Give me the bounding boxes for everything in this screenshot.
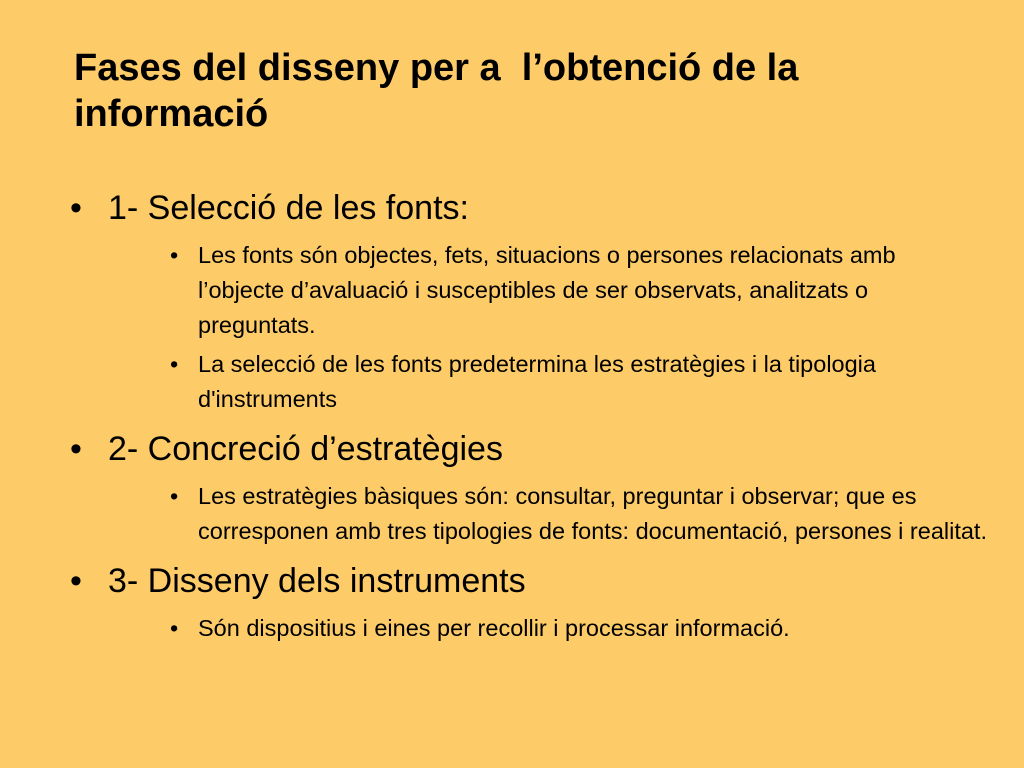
sub-bullet-text: Són dispositius i eines per recollir i processar informació. [198, 615, 790, 641]
main-bullet [70, 188, 990, 228]
sub-bullet-list [70, 611, 990, 646]
section-heading: 3- Disseny dels instruments [108, 562, 526, 600]
sub-bullet-list [70, 479, 990, 549]
sub-bullet [170, 347, 990, 417]
sub-bullet [170, 238, 990, 343]
section-instruments [70, 561, 990, 646]
bullet-dot: • [70, 189, 82, 227]
sub-bullet [170, 479, 990, 549]
section-estrategies [70, 429, 990, 549]
main-bullet [70, 561, 990, 601]
section-heading: 2- Concreció d’estratègies [108, 430, 503, 468]
bullet-dot: • [170, 615, 179, 641]
sub-bullet-text: Les estratègies bàsiques són: consultar, preguntar i observar; que es corresponen amb tres tipologies de fonts: documentació, persones i realitat. [198, 483, 987, 544]
sub-bullet-text: Les fonts són objectes, fets, situacions o persones relacionats amb l’objecte d’avaluació i susceptibles de ser observats, analitzats o preguntats. [198, 242, 896, 338]
slide-title: Fases del disseny per a l’obtenció de la informació [74, 47, 809, 135]
bullet-dot: • [170, 483, 179, 509]
bullet-dot: • [170, 351, 179, 377]
main-bullet [70, 429, 990, 469]
bullet-dot: • [70, 562, 82, 600]
sub-bullet [170, 611, 990, 646]
section-heading: 1- Selecció de les fonts: [108, 189, 469, 227]
sub-bullet-list [70, 238, 990, 417]
sub-bullet-text: La selecció de les fonts predetermina les estratègies i la tipologia d'instruments [198, 351, 876, 412]
slide-content [70, 188, 990, 658]
section-fonts [70, 188, 990, 417]
bullet-dot: • [170, 242, 179, 268]
bullet-dot: • [70, 430, 82, 468]
